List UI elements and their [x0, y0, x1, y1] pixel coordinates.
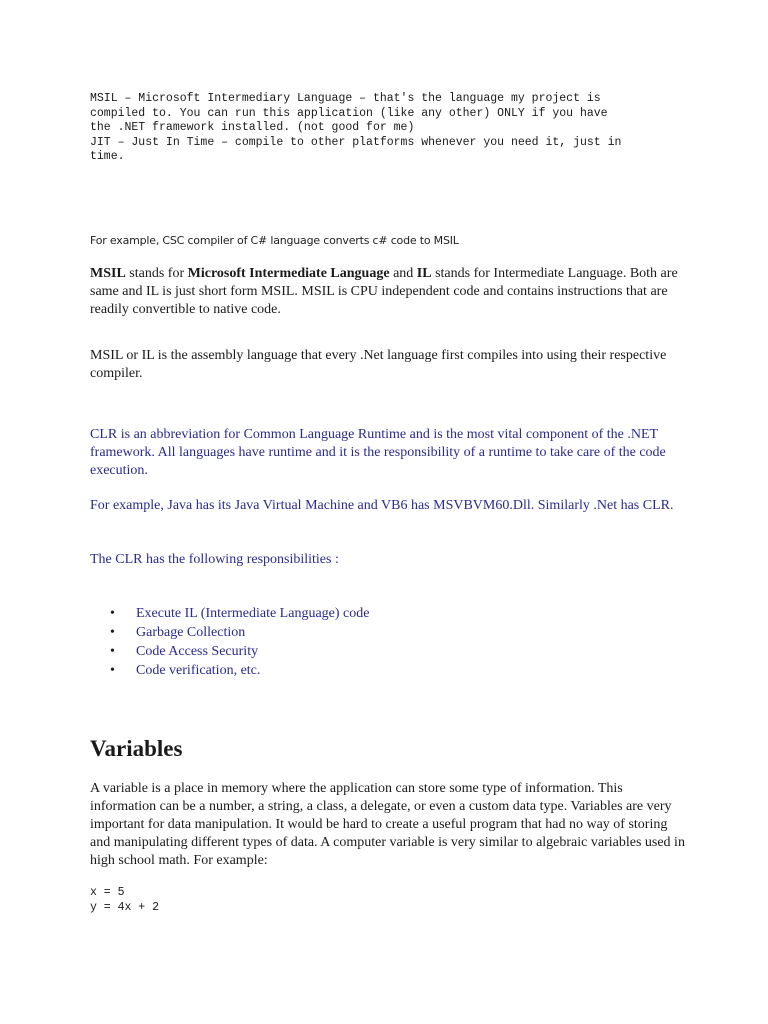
assembly-paragraph: MSIL or IL is the assembly language that every .Net language first compiles into using their respective compiler.	[90, 348, 667, 381]
code-line: time.	[90, 150, 125, 164]
responsibilities-list	[110, 604, 369, 680]
list-item-text: Code verification, etc.	[136, 663, 261, 678]
java-paragraph: For example, Java has its Java Virtual Machine and VB6 has MSVBVM60.Dll. Similarly .Net has CLR.	[90, 498, 674, 513]
bullet-icon: •	[110, 644, 115, 659]
list-item-text: Code Access Security	[136, 644, 259, 659]
bullet-icon: •	[110, 663, 115, 678]
code-line: x = 5	[90, 886, 125, 899]
text-run: stands for Intermediate Language. Both are same and IL is just short form MSIL. MSIL is CPU independent code and contains instructions that are readily convertible to native code.	[90, 266, 678, 317]
list-item-text: Execute IL (Intermediate Language) code	[136, 606, 370, 621]
list-item-text: Garbage Collection	[136, 625, 246, 640]
msil-paragraph	[90, 265, 690, 319]
msil-full-term: Microsoft Intermediate Language	[187, 266, 390, 281]
text-run: and	[389, 266, 417, 281]
il-term: IL	[416, 266, 432, 281]
text-run: stands for	[125, 266, 188, 281]
algebra-code-block	[90, 886, 159, 915]
responsibilities-intro: The CLR has the following responsibilities :	[90, 552, 339, 567]
msil-code-block	[90, 92, 690, 165]
code-line: y = 4x + 2	[90, 900, 160, 914]
list-item	[110, 642, 369, 661]
msil-term: MSIL	[90, 266, 126, 281]
list-item	[110, 661, 369, 680]
code-line: compiled to. You can run this application (like any other) ONLY if you have	[90, 106, 608, 120]
csc-note: For example, CSC compiler of C# language converts c# code to MSIL	[90, 234, 459, 247]
variables-paragraph: A variable is a place in memory where the application can store some type of information. This information can be a number, a string, a class, a delegate, or even a custom data type. Variables are very important for data manipulation. It would be hard to create a useful program that had no way of storing and manipulating different types of data. A computer variable is very similar to algebraic variables used in high school math. For example:	[90, 781, 685, 868]
bullet-icon: •	[110, 625, 115, 640]
list-item	[110, 604, 369, 623]
clr-paragraph: CLR is an abbreviation for Common Language Runtime and is the most vital component of the .NET framework. All languages have runtime and it is the responsibility of a runtime to take care of the code execution.	[90, 427, 666, 478]
code-line: JIT – Just In Time – compile to other platforms whenever you need it, just in	[90, 135, 622, 149]
bullet-icon: •	[110, 606, 115, 621]
list-item	[110, 623, 369, 642]
code-line: the .NET framework installed. (not good for me)	[90, 121, 415, 135]
variables-heading: Variables	[90, 736, 183, 761]
code-line: MSIL – Microsoft Intermediary Language – that's the language my project is	[90, 92, 601, 105]
